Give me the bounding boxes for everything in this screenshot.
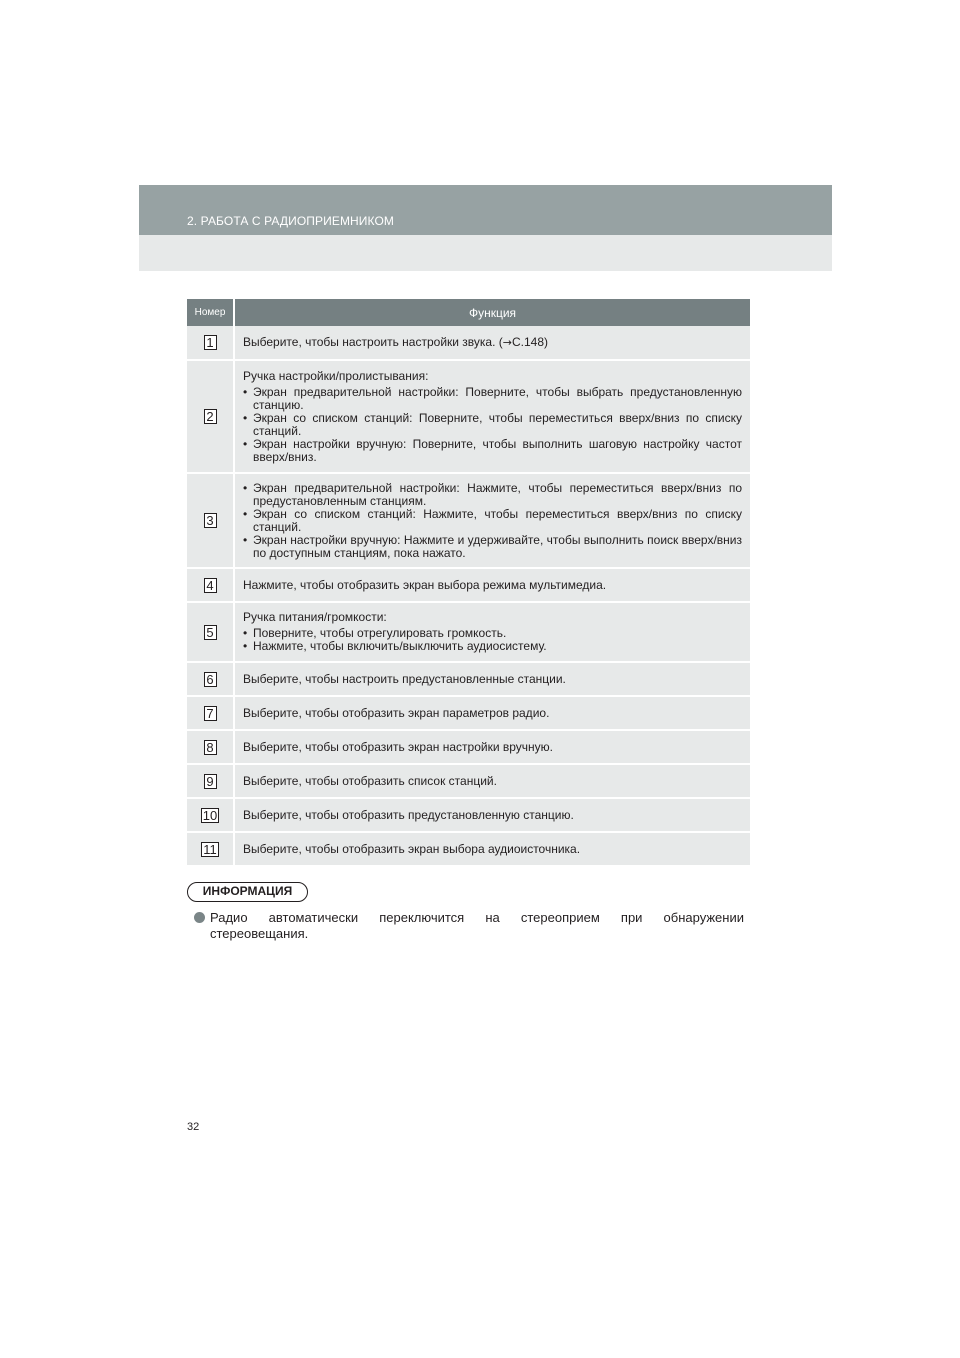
- row-description: Выберите, чтобы настроить настройки звука. (→С.148): [243, 335, 549, 349]
- list-item: • Нажмите, чтобы включить/выключить аудиосистему.: [243, 640, 742, 653]
- row-number-badge: 6: [204, 672, 217, 687]
- column-header-number: Номер: [187, 299, 234, 326]
- table-row: [187, 730, 750, 764]
- row-number-badge: 9: [204, 774, 217, 789]
- row-description: Ручка питания/громкости:: [243, 610, 387, 624]
- row-description: Ручка настройки/пролистывания:: [243, 368, 429, 383]
- row-description: Выберите, чтобы настроить предустановленные станции.: [243, 671, 566, 686]
- info-text: Радио автоматически переключится на стереоприем при обнаружении стереовещания.: [210, 910, 744, 941]
- info-note: [194, 910, 744, 942]
- list-item: • Экран со списком станций: Нажмите, чтобы переместиться вверх/вниз по списку станций.: [243, 508, 742, 534]
- table-row: [187, 696, 750, 730]
- row-number-badge: 2: [204, 409, 217, 424]
- info-label: ИНФОРМАЦИЯ: [187, 882, 308, 902]
- table-row: [187, 360, 750, 473]
- list-item: • Поверните, чтобы отрегулировать громкость.: [243, 627, 742, 640]
- function-table: [187, 299, 750, 867]
- page-number: 32: [187, 1121, 200, 1133]
- header-band: [139, 185, 832, 235]
- list-item: • Экран предварительной настройки: Поверните, чтобы выбрать предустановленную станцию.: [243, 386, 742, 412]
- table-row: [187, 832, 750, 866]
- row-number-badge: 10: [202, 807, 218, 823]
- list-item: • Экран предварительной настройки: Нажмите, чтобы переместиться вверх/вниз по предустановленным станциям.: [243, 482, 742, 508]
- row-number-badge: 11: [203, 841, 217, 857]
- table-row: [187, 602, 750, 662]
- page-ref-arrow-icon: →: [502, 336, 512, 349]
- row-description: Выберите, чтобы отобразить экран выбора аудиоисточника.: [243, 841, 581, 856]
- row-number-badge: 7: [204, 706, 217, 721]
- row-description: Выберите, чтобы отобразить предустановленную станцию.: [243, 807, 574, 822]
- row-number-badge: 4: [204, 578, 217, 593]
- row-description: Выберите, чтобы отобразить экран настройки вручную.: [243, 739, 554, 754]
- row-number-badge: 5: [204, 625, 217, 640]
- table-row: [187, 568, 750, 602]
- bullet-list: [243, 482, 742, 560]
- table-row: [187, 326, 750, 360]
- list-item: • Экран настройки вручную: Поверните, чтобы выполнить шаговую настройку частот вверх/вниз.: [243, 438, 742, 464]
- list-item: • Экран со списком станций: Поверните, чтобы переместиться вверх/вниз по списку станций.: [243, 412, 742, 438]
- table-row: [187, 662, 750, 696]
- bullet-list: [243, 627, 742, 653]
- header-subband: [139, 235, 832, 271]
- list-item: • Экран настройки вручную: Нажмите и удерживайте, чтобы выполнить поиск вверх/вниз по доступным станциям, пока нажато.: [243, 534, 742, 560]
- table-header-row: [187, 299, 750, 326]
- bullet-dot-icon: [194, 912, 205, 923]
- row-number-badge: 8: [204, 740, 217, 755]
- table-row: [187, 473, 750, 568]
- bullet-list: [243, 386, 742, 464]
- row-description: Выберите, чтобы отобразить список станций.: [243, 773, 497, 788]
- column-header-function: Функция: [234, 299, 750, 326]
- row-number-badge: 1: [204, 335, 217, 350]
- table-row: [187, 764, 750, 798]
- table-row: [187, 798, 750, 832]
- row-description: Нажмите, чтобы отобразить экран выбора режима мультимедиа.: [243, 577, 607, 592]
- section-title: 2. РАБОТА С РАДИОПРИЕМНИКОМ: [187, 214, 395, 228]
- row-description: Выберите, чтобы отобразить экран параметров радио.: [243, 705, 550, 720]
- page-reference: С.148): [512, 335, 549, 349]
- row-number-badge: 3: [204, 513, 217, 528]
